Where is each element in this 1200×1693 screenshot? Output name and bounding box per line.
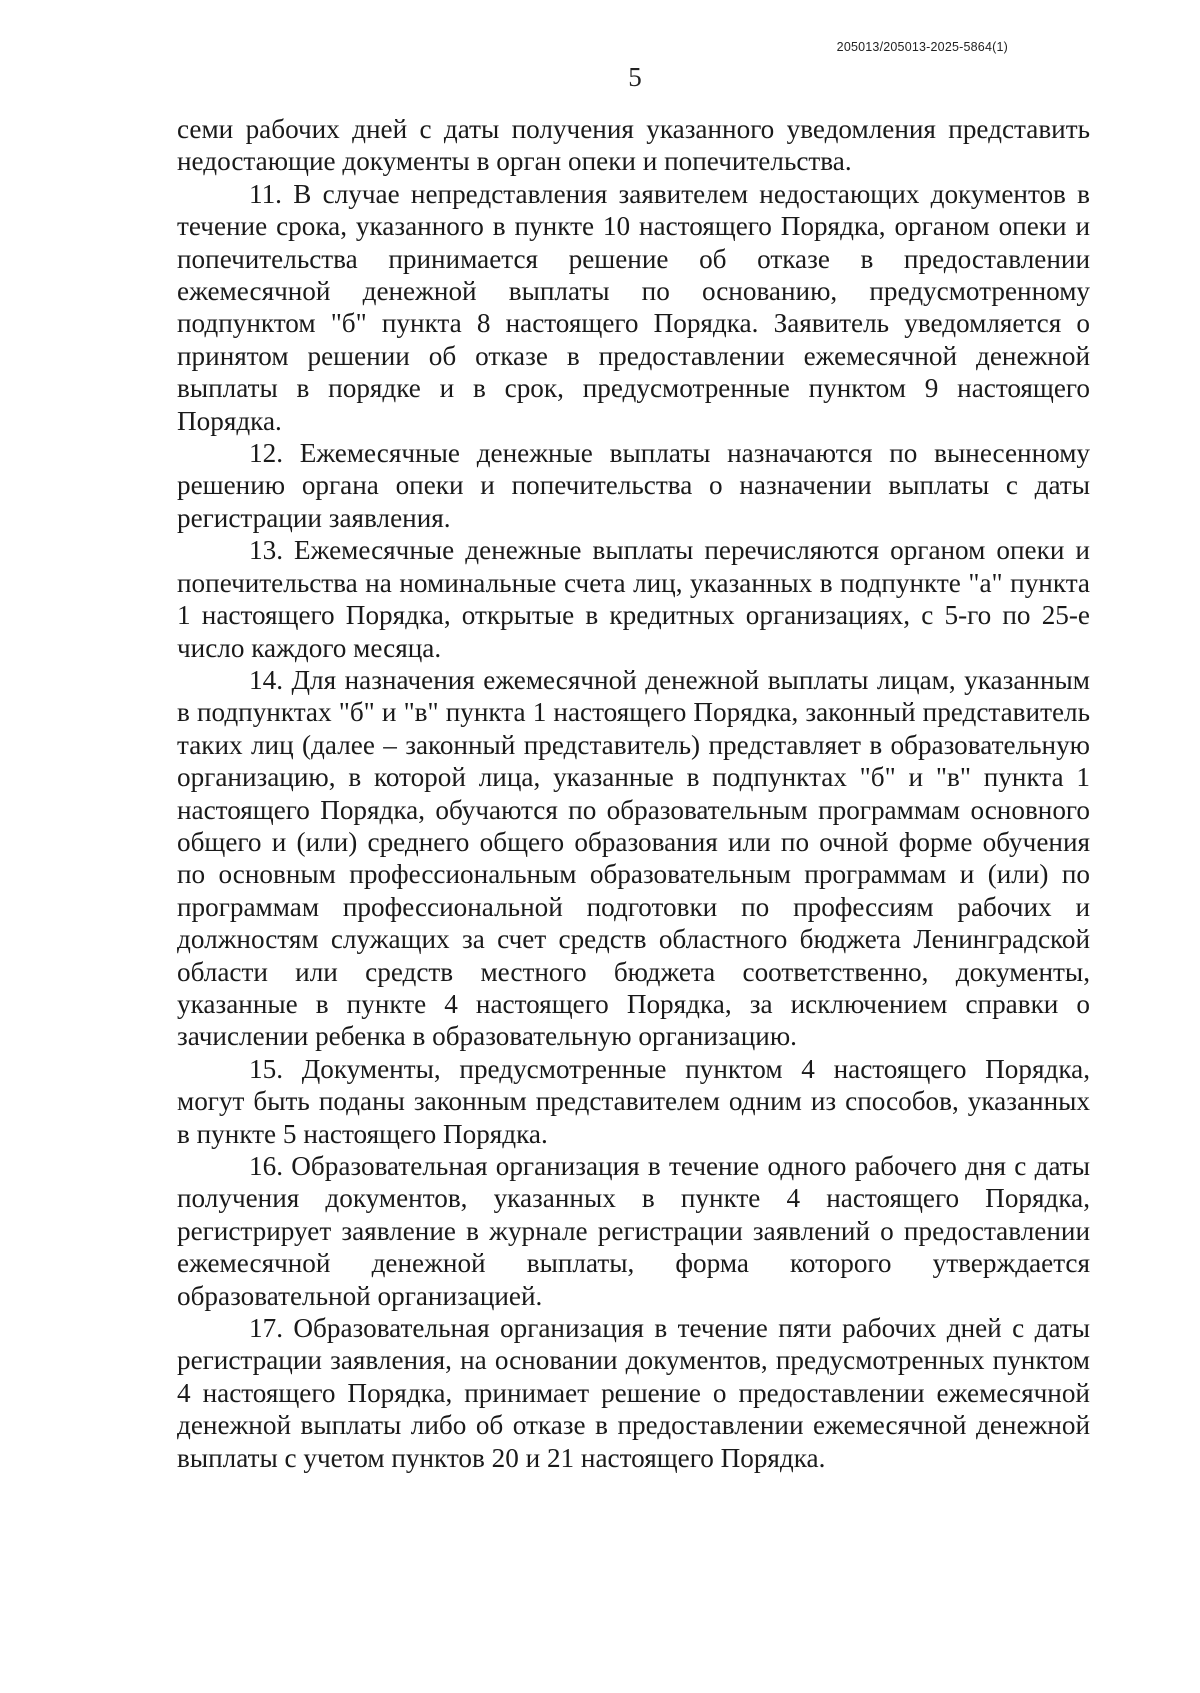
paragraph-continuation: семи рабочих дней с даты получения указанного уведомления представить недостающие документы в орган опеки и попечительства. — [177, 114, 1090, 177]
paragraph-11: 11. В случае непредставления заявителем недостающих документов в течение срока, указанного в пункте 10 настоящего Порядка, органом опеки и попечительства принимается решение об отказе в предоставлении ежемесячной денежной выплаты по основанию, предусмотренному подпунктом "б" пункта 8 настоящего Порядка. Заявитель уведомляется о принятом решении об отказе в предоставлении ежемесячной денежной выплаты в порядке и в срок, предусмотренные пунктом 9 настоящего Порядка. — [177, 178, 1090, 436]
document-body — [177, 113, 1090, 1474]
paragraph-12: 12. Ежемесячные денежные выплаты назначаются по вынесенному решению органа опеки и попечительства о назначении выплаты с даты регистрации заявления. — [177, 438, 1090, 533]
paragraph-16: 16. Образовательная организация в течение одного рабочего дня с даты получения документов, указанных в пункте 4 настоящего Порядка, регистрирует заявление в журнале регистрации заявлений о предоставлении ежемесячной денежной выплаты, форма которого утверждается образовательной организацией. — [177, 1151, 1090, 1311]
paragraph-13: 13. Ежемесячные денежные выплаты перечисляются органом опеки и попечительства на номинальные счета лиц, указанных в подпункте "а" пункта 1 настоящего Порядка, открытые в кредитных организациях, с 5-го по 25-е число каждого месяца. — [177, 535, 1090, 663]
page-number: 5 — [628, 62, 642, 92]
document-id: 205013/205013-2025-5864(1) — [836, 40, 1008, 54]
paragraph-17: 17. Образовательная организация в течение пяти рабочих дней с даты регистрации заявления, на основании документов, предусмотренных пунктом 4 настоящего Порядка, принимает решение о предоставлении ежемесячной денежной выплаты либо об отказе в предоставлении ежемесячной денежной выплаты с учетом пунктов 20 и 21 настоящего Порядка. — [177, 1313, 1090, 1473]
paragraph-15: 15. Документы, предусмотренные пунктом 4 настоящего Порядка, могут быть поданы законным представителем одним из способов, указанных в пункте 5 настоящего Порядка. — [177, 1053, 1090, 1149]
paragraph-14: 14. Для назначения ежемесячной денежной выплаты лицам, указанным в подпунктах "б" и "в" пункта 1 настоящего Порядка, законный представитель таких лиц (далее – законный представитель) представляет в образовательную организацию, в которой лица, указанные в подпунктах "б" и "в" пункта 1 настоящего Порядка, обучаются по образовательным программам основного общего и (или) среднего общего образования или по очной форме обучения по основным профессиональным образовательным программам и (или) по программам профессиональной подготовки по профессиям рабочих и должностям служащих за счет средств областного бюджета Ленинградской области или средств местного бюджета соответственно, документы, указанные в пункте 4 настоящего Порядка, за исключением справки о зачислении ребенка в образовательную организацию. — [177, 664, 1090, 1052]
